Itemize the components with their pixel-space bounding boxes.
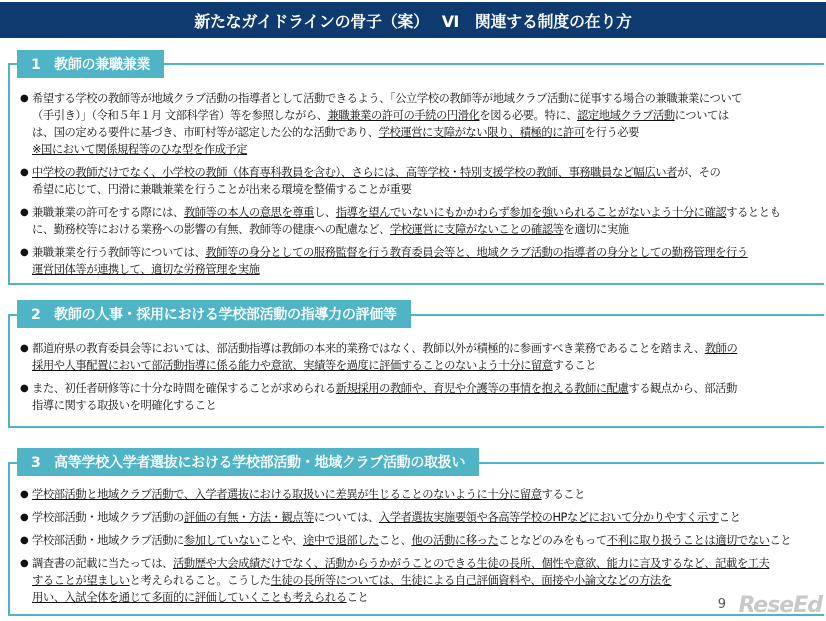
underlined-text: 教師等の本人の意思を尊重 bbox=[183, 206, 315, 219]
text-segment: と考えられること。こうした bbox=[129, 574, 271, 587]
bullet-line bbox=[32, 486, 820, 503]
bullet-item bbox=[20, 555, 820, 606]
text-segment: こと bbox=[346, 591, 369, 604]
text-segment: （手引き）」（令和５年１月 文部科学省）等を参照しながら、 bbox=[32, 109, 328, 122]
bullet-line bbox=[32, 90, 820, 107]
bullet-line bbox=[32, 509, 820, 526]
bullet-line bbox=[32, 572, 820, 589]
bullet-item bbox=[20, 509, 820, 526]
underlined-text: 用い、入試全体を通じて多面的に評価していくことも考えられる bbox=[32, 591, 347, 604]
bullet-item bbox=[20, 244, 820, 278]
underlined-text: 教師の bbox=[704, 342, 738, 355]
text-segment: 希望に応じて、円滑に兼職兼業を行うことが出来る環境を整備することが重要 bbox=[32, 183, 412, 196]
bullet-line bbox=[32, 555, 820, 572]
underlined-text: 活動歴や大会成績だけでなく、活動からうかがうことのできる生徒の長所、個性や意欲、能力に言及するなど、記載を工夫 bbox=[173, 557, 770, 570]
text-segment: こと bbox=[718, 511, 741, 524]
bullet-line bbox=[32, 221, 820, 238]
section-3-label: 3 高等学校入学者選抜における学校部活動・地域クラブ活動の取扱い bbox=[17, 448, 479, 476]
text-segment: また、初任者研修等に十分な時間を確保することが求められる bbox=[32, 382, 336, 395]
underlined-text: 学校部活動と地域クラブ活動で、入学者選抜における取扱いに差異が生じることのないように十分に留意 bbox=[32, 488, 542, 501]
underlined-text: 学校運営に支障がないことの確認等 bbox=[389, 223, 564, 236]
bullet-line bbox=[32, 397, 820, 414]
text-segment: するととも bbox=[726, 206, 781, 219]
text-segment: ことなどのみをもって bbox=[498, 534, 607, 547]
bullet-line bbox=[32, 244, 820, 261]
text-segment: すること bbox=[541, 488, 585, 501]
bullet-item bbox=[20, 90, 820, 158]
text-segment: に、勤務校等における業務への影響の有無、教師等の健康への配慮など、 bbox=[32, 223, 390, 236]
underlined-text: 学校運営に支障がない限り、積極的に許可 bbox=[378, 126, 585, 139]
section-2-label: 2 教師の人事・採用における学校部活動の指導力の評価等 bbox=[17, 300, 411, 328]
underlined-text: 途中で退部した bbox=[302, 534, 379, 547]
underlined-text: 兼職兼業の許可の手続の円滑化 bbox=[327, 109, 480, 122]
bullet-line bbox=[32, 532, 820, 549]
underlined-text: ※国において関係規程等のひな型を作成予定 bbox=[32, 143, 248, 156]
text-segment: 都道府県の教育委員会等においては、部活動指導は教師の本来的業務ではなく、教師以外が積極的に参画すべき業務であることを踏まえ、 bbox=[32, 342, 705, 355]
underlined-text: 教師等の身分としての服務監督を行う教育委員会等と、地域クラブ活動の指導者の身分としての勤務管理を行う bbox=[205, 246, 748, 259]
text-segment: 兼職兼業の許可をする際には、 bbox=[32, 206, 184, 219]
bullet-line bbox=[32, 107, 820, 124]
text-segment: こと bbox=[769, 534, 792, 547]
bullet-line bbox=[32, 204, 820, 221]
text-segment: については bbox=[674, 109, 729, 122]
reseed-logo: ReseEd bbox=[738, 593, 822, 618]
page-number: 9 bbox=[717, 597, 726, 612]
text-segment: する観点から、部活動 bbox=[628, 382, 737, 395]
underlined-text: 参加していない bbox=[183, 534, 260, 547]
section-3-bullets bbox=[20, 486, 820, 612]
text-segment: 学校部活動・地域クラブ活動の bbox=[32, 511, 184, 524]
underlined-text: 採用や人事配置において部活動指導に係る能力や意欲、実績等を過度に評価することのないよう十分に留意 bbox=[32, 359, 553, 372]
text-segment: を図る必要。特に、 bbox=[479, 109, 578, 122]
section-1-bullets bbox=[20, 90, 820, 284]
bullet-line bbox=[32, 340, 820, 357]
text-segment: を適切に実施 bbox=[563, 223, 629, 236]
text-segment: 学校部活動・地域クラブ活動に bbox=[32, 534, 184, 547]
bullet-line bbox=[32, 124, 820, 141]
bullet-item bbox=[20, 486, 820, 503]
underlined-text: 運営団体等が連携して、適切な労務管理を実施 bbox=[32, 263, 260, 276]
bullet-line bbox=[32, 141, 820, 158]
bullet-item bbox=[20, 380, 820, 414]
text-segment: 指導に関する取扱いを明確化すること bbox=[32, 399, 217, 412]
underlined-text: 中学校の教師だけでなく、小学校の教師（体育専科教員を含む）、さらには、高等学校・特別支援学校の教師、事務職員など幅広い者 bbox=[32, 166, 677, 179]
bullet-line bbox=[32, 181, 820, 198]
underlined-text: 認定地域クラブ活動 bbox=[577, 109, 675, 122]
text-segment: し、 bbox=[314, 206, 336, 219]
section-1-label: 1 教師の兼職兼業 bbox=[17, 50, 164, 78]
underlined-text: することが望ましい bbox=[32, 574, 130, 587]
text-segment: については、 bbox=[314, 511, 379, 524]
underlined-text: 指導を望んでいないにもかかわらず参加を強いられることがないよう十分に確認 bbox=[335, 206, 727, 219]
bullet-item bbox=[20, 164, 820, 198]
underlined-text: 生徒の長所等については、生徒による自己評価資料や、面接や小論文などの方法を bbox=[270, 574, 672, 587]
text-segment: こと、 bbox=[378, 534, 412, 547]
underlined-text: 評価の有無・方法・観点等 bbox=[183, 511, 315, 524]
underlined-text: 新規採用の教師や、育児や介護等の事情を抱える教師に配慮 bbox=[335, 382, 629, 395]
bullet-item bbox=[20, 532, 820, 549]
bullet-item bbox=[20, 340, 820, 374]
slide-title: 新たなガイドラインの骨子（案） Ⅵ 関連する制度の在り方 bbox=[0, 2, 826, 38]
text-segment: 兼職兼業を行う教師等については、 bbox=[32, 246, 206, 259]
bullet-line bbox=[32, 357, 820, 374]
text-segment: が、その bbox=[676, 166, 721, 179]
section-2-bullets bbox=[20, 340, 820, 420]
underlined-text: 他の活動に移った bbox=[411, 534, 499, 547]
text-segment: すること bbox=[552, 359, 597, 372]
bullet-item bbox=[20, 204, 820, 238]
underlined-text: 入学者選抜実施要領や各高等学校のHPなどにおいて分かりやすく示す bbox=[378, 511, 719, 524]
text-segment: は、国の定める要件に基づき、市町村等が認定した公的な活動であり、 bbox=[32, 126, 379, 139]
underlined-text: 不利に取り扱うことは適切でない bbox=[606, 534, 770, 547]
text-segment: を行う必要 bbox=[584, 126, 639, 139]
bullet-line bbox=[32, 380, 820, 397]
text-segment: ことや、 bbox=[259, 534, 303, 547]
bullet-line bbox=[32, 164, 820, 181]
text-segment: 希望する学校の教師等が地域クラブ活動の指導者として活動できるよう、「公立学校の教師等が地域クラブ活動に従事する場合の兼職兼業について bbox=[32, 92, 743, 105]
text-segment: 調査書の記載に当たっては、 bbox=[32, 557, 174, 570]
bullet-line bbox=[32, 589, 820, 606]
bullet-line bbox=[32, 261, 820, 278]
